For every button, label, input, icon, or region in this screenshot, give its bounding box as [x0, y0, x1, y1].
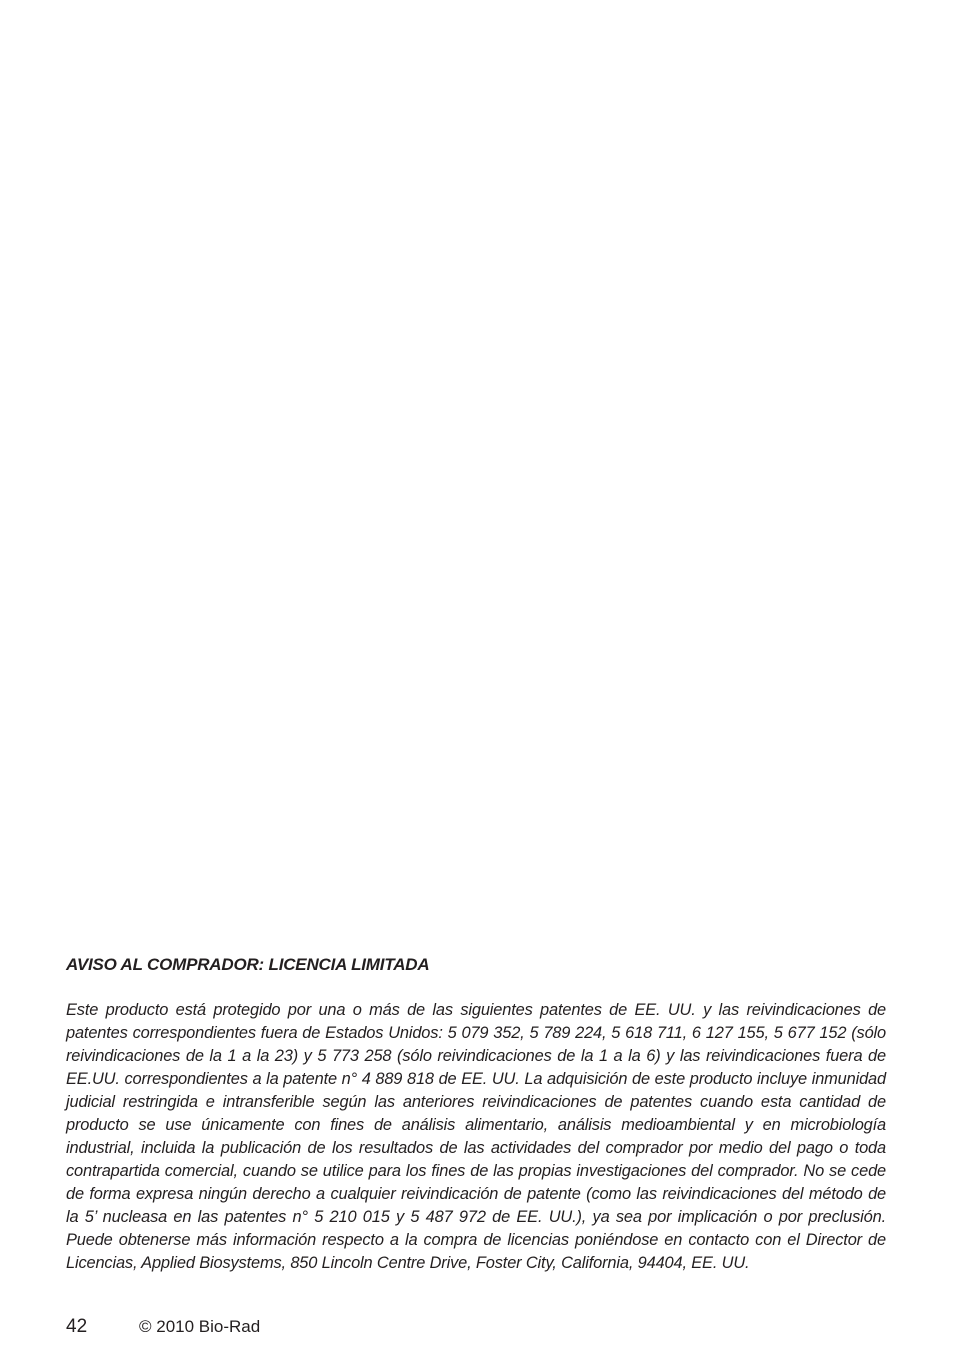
notice-body: Este producto está protegido por una o más de las siguientes patentes de EE. UU. y las reivindicaciones de patentes correspondientes fuera de Estados Unidos: 5 079 352, 5 789 224, 5 618 711, 6 127 155, 5 677 152 (sólo reivindicaciones de la 1 a la 23) y 5 773 258 (sólo reivindicaciones de la 1 a la 6) y las reivindicaciones fuera de EE.UU. correspondientes a la patente n° 4 889 818 de EE. UU. La adquisición de este producto incluye inmunidad judicial restringida e intransferible según las anteriores reivindicaciones de patentes cuando esta cantidad de producto se use únicamente con fines de análisis alimentario, análisis medioambiental y en microbiología industrial, incluida la publicación de los resultados de las actividades del comprador por medio del pago o toda contrapartida comercial, cuando se utilice para los fines de las propias investigaciones del comprador. No se cede de forma expresa ningún derecho a cualquier reivindicación de patente (como las reivindicaciones del método de la 5’ nucleasa en las patentes n° 5 210 015 y 5 487 972 de EE. UU.), ya sea por implicación o por preclusión. Puede obtenerse más información respecto a la compra de licencias poniéndose en contacto con el Director de Licencias, Applied Biosystems, 850 Lincoln Centre Drive, Foster City, California, 94404, EE. UU.	[66, 1001, 886, 1272]
limited-license-notice	[66, 953, 886, 1275]
page-footer	[66, 1316, 260, 1342]
page-number: 42	[66, 1316, 88, 1337]
notice-heading: AVISO AL COMPRADOR: LICENCIA LIMITADA	[66, 955, 430, 974]
copyright-text: © 2010 Bio-Rad	[139, 1317, 261, 1336]
